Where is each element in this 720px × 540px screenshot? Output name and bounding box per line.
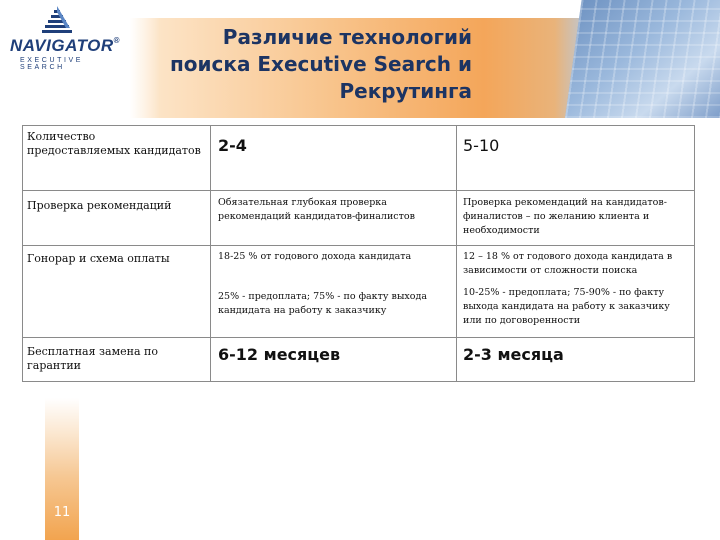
logo-subtitle: EXECUTIVE SEARCH	[20, 57, 84, 71]
row-label-guarantee: Бесплатная замена по гарантии	[27, 345, 159, 372]
cell-rec-payment: 10-25% - предоплата; 75-90% - по факту выхода кандидата на работу к заказчику или по договоренности	[463, 287, 670, 326]
column-divider	[210, 125, 211, 382]
row-label-candidates: Количество предоставляемых кандидатов	[27, 130, 201, 157]
row-label-references: Проверка рекомендаций	[27, 199, 172, 212]
title-line-1: Различие технологий	[222, 25, 472, 49]
row-divider	[22, 337, 695, 338]
cell-rec-guarantee: 2-3 месяца	[463, 345, 564, 364]
row-divider	[22, 245, 695, 246]
row-divider	[22, 190, 695, 191]
page-title	[112, 24, 472, 105]
logo-stairs-icon	[40, 6, 74, 36]
cell-es-guarantee: 6-12 месяцев	[218, 345, 341, 364]
cell-es-references: Обязательная глубокая проверка рекомендаций кандидатов-финалистов	[218, 197, 415, 222]
building-photo	[565, 0, 720, 118]
logo-registered: ®	[113, 36, 121, 45]
cell-rec-fee: 12 – 18 % от годового дохода кандидата в зависимости от сложности поиска	[463, 251, 673, 276]
page-number: 11	[53, 505, 71, 520]
cell-es-payment: 25% - предоплата; 75% - по факту выхода кандидата на работу к заказчику	[218, 291, 427, 316]
cell-es-fee: 18-25 % от годового дохода кандидата	[218, 251, 412, 262]
cell-rec-candidates: 5-10	[463, 136, 500, 155]
title-line-3: Рекрутинга	[339, 79, 472, 103]
column-divider	[456, 125, 457, 382]
cell-rec-references: Проверка рекомендаций на кандидатов-финалистов – по желанию клиента и необходимости	[463, 197, 667, 236]
cell-es-candidates: 2-4	[218, 136, 247, 155]
title-line-2: поиска Executive Search и	[169, 52, 472, 76]
row-label-fee: Гонорар и схема оплаты	[27, 252, 170, 265]
logo-name: NAVIGATOR®	[10, 36, 121, 55]
